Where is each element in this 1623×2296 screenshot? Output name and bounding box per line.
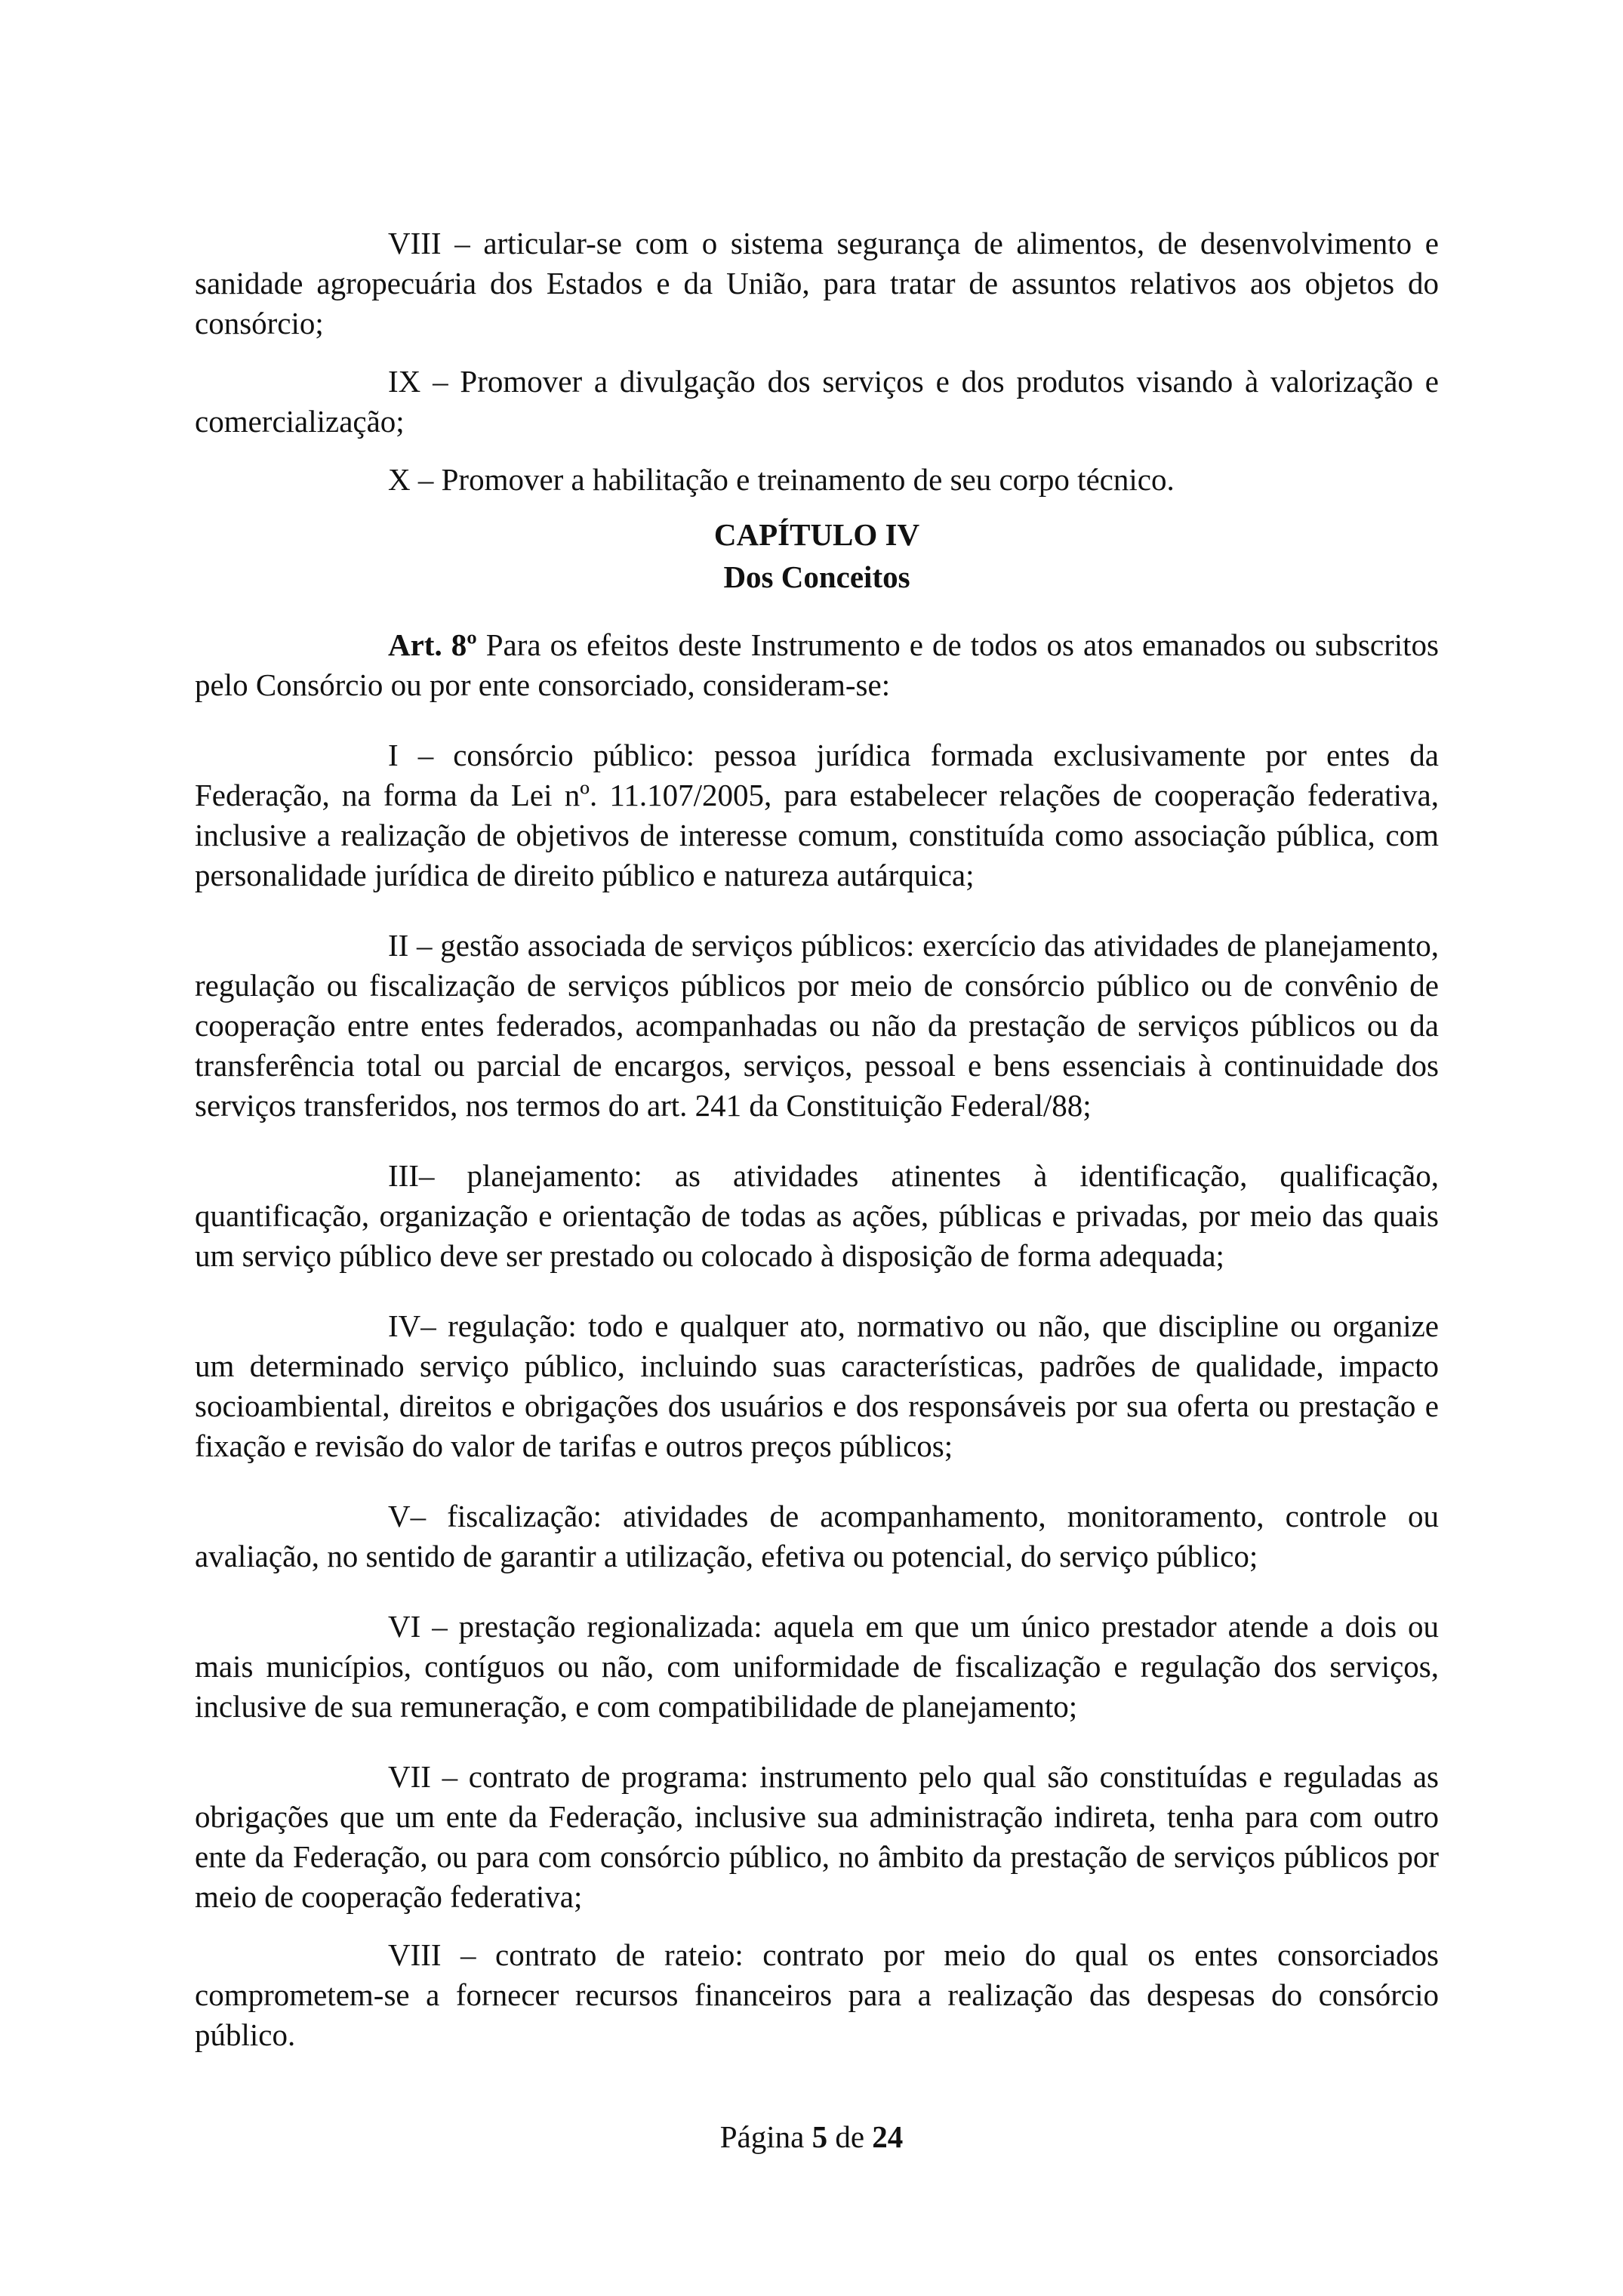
page-footer — [0, 2119, 1623, 2155]
definition-iii: III– planejamento: as atividades atinentes à identificação, qualificação, quantificação, organização e orientação de todas as ações, públicas e privadas, por meio das quais um serviço público deve ser prestado ou colocado à disposição de forma adequada; — [195, 1158, 1439, 1273]
article-label: Art. 8º — [388, 627, 477, 662]
footer-total-pages: 24 — [872, 2119, 904, 2154]
definition-iv: IV– regulação: todo e qualquer ato, normativo ou não, que discipline ou organize um determinado serviço público, incluindo suas características, padrões de qualidade, impacto socioambiental, direitos e obrigações dos usuários e dos responsáveis por sua oferta ou prestação e fixação e revisão do valor de tarifas e outros preços públicos; — [195, 1308, 1439, 1463]
definition-vi: VI – prestação regionalizada: aquela em que um único prestador atende a dois ou mais municípios, contíguos ou não, com uniformidade de fiscalização e regulação dos serviços, inclusive de sua remuneração, e com compatibilidade de planejamento; — [195, 1609, 1439, 1724]
chapter-title: Dos Conceitos — [723, 559, 910, 594]
footer-prefix: Página — [719, 2119, 812, 2154]
definition-i: I – consórcio público: pessoa jurídica formada exclusivamente por entes da Federação, na forma da Lei nº. 11.107/2005, para estabelecer relações de cooperação federativa, inclusive a realização de objetivos de interesse comum, constituída como associação pública, com personalidade jurídica de direito público e natureza autárquica; — [195, 738, 1439, 892]
item-ix-divulgacao: IX – Promover a divulgação dos serviços e dos produtos visando à valorização e comercialização; — [195, 364, 1439, 439]
article-8 — [195, 625, 1439, 705]
footer-middle: de — [827, 2119, 873, 2154]
definition-v: V– fiscalização: atividades de acompanhamento, monitoramento, controle ou avaliação, no sentido de garantir a utilização, efetiva ou potencial, do serviço público; — [195, 1499, 1439, 1573]
chapter-number: CAPÍTULO IV — [713, 517, 920, 552]
item-x-habilitacao: X – Promover a habilitação e treinamento de seu corpo técnico. — [388, 462, 1175, 497]
document-page — [195, 223, 1439, 2055]
definition-ii: II – gestão associada de serviços públicos: exercício das atividades de planejamento, regulação ou fiscalização de serviços públicos por meio de consórcio público ou de convênio de cooperação entre entes federados, acompanhadas ou não da prestação de serviços públicos ou da transferência total ou parcial de encargos, serviços, pessoal e bens essenciais à continuidade dos serviços transferidos, nos termos do art. 241 da Constituição Federal/88; — [195, 928, 1439, 1123]
definition-vii: VII – contrato de programa: instrumento pelo qual são constituídas e reguladas as obrigações que um ente da Federação, inclusive sua administração indireta, tenha para com outro ente da Federação, ou para com consórcio público, no âmbito da prestação de serviços públicos por meio de cooperação federativa; — [195, 1759, 1439, 1914]
article-text: Para os efeitos deste Instrumento e de todos os atos emanados ou subscritos pelo Consórcio ou por ente consorciado, consideram-se: — [195, 627, 1439, 702]
chapter-heading — [195, 513, 1439, 598]
item-viii-articular: VIII – articular-se com o sistema segurança de alimentos, de desenvolvimento e sanidade agropecuária dos Estados e da União, para tratar de assuntos relativos aos objetos do consórcio; — [195, 226, 1439, 341]
definition-viii: VIII – contrato de rateio: contrato por meio do qual os entes consorciados comprometem-se a fornecer recursos financeiros para a realização das despesas do consórcio público. — [195, 1937, 1439, 2052]
footer-current-page: 5 — [812, 2119, 828, 2154]
